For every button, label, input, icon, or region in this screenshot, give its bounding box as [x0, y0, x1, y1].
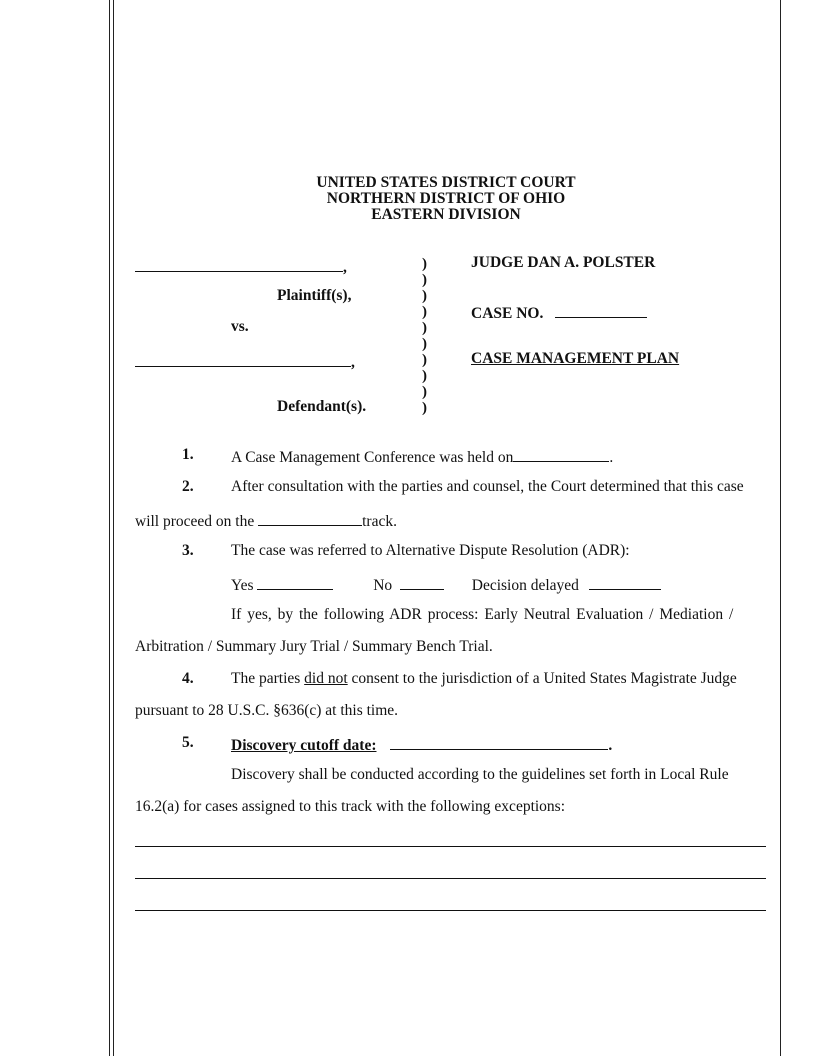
- plaintiff-comma: ,: [343, 259, 347, 276]
- caption-paren: ): [422, 384, 427, 400]
- right-margin-line: [780, 0, 781, 1056]
- caption-paren: ): [422, 352, 427, 368]
- defendant-name-field[interactable]: [135, 352, 355, 372]
- item-5-number: 5.: [182, 734, 194, 751]
- plan-title: CASE MANAGEMENT PLAN: [471, 350, 680, 367]
- caption-paren: ): [422, 288, 427, 304]
- yes-field[interactable]: [257, 575, 333, 590]
- adr-process-line-1: If yes, by the following ADR process: Early Neutral Evaluation / Mediation /: [231, 606, 734, 623]
- adr-process-line-2: Arbitration / Summary Jury Trial / Summary Bench Trial.: [135, 638, 493, 655]
- court-district: NORTHERN DISTRICT OF OHIO: [326, 190, 566, 207]
- caption-paren: ): [422, 304, 427, 320]
- plaintiff-label: Plaintiff(s),: [277, 287, 352, 304]
- defendant-label: Defendant(s).: [277, 398, 367, 415]
- plaintiff-name-field[interactable]: [135, 257, 347, 277]
- item-3-text: The case was referred to Alternative Dispute Resolution (ADR):: [231, 542, 630, 559]
- caption-paren: ): [422, 400, 427, 416]
- court-division: EASTERN DIVISION: [371, 206, 521, 223]
- discovery-cutoff-label: Discovery cutoff date:: [231, 737, 377, 754]
- defendant-comma: ,: [351, 354, 355, 371]
- discovery-line-1: Discovery shall be conducted according to the guidelines set forth in Local Rule: [231, 766, 729, 783]
- item-4-line-2: pursuant to 28 U.S.C. §636(c) at this time.: [135, 702, 399, 719]
- case-number-row: [471, 303, 647, 322]
- track-field[interactable]: [258, 511, 362, 526]
- conference-date-field[interactable]: [513, 447, 609, 462]
- item-3-number: 3.: [182, 542, 194, 559]
- case-number-label: CASE NO.: [471, 305, 544, 322]
- item-1-number: 1.: [182, 446, 194, 463]
- decision-delayed-field[interactable]: [589, 575, 661, 590]
- adr-options-row: [231, 575, 661, 594]
- exception-line[interactable]: [135, 910, 766, 911]
- judge-name: JUDGE DAN A. POLSTER: [471, 254, 656, 271]
- exception-line[interactable]: [135, 878, 766, 879]
- caption-paren: ): [422, 368, 427, 384]
- left-margin-line: [109, 0, 110, 1056]
- item-2-line-2: will proceed on the track.: [135, 513, 397, 530]
- no-label: No: [373, 577, 393, 594]
- did-not-text: did not: [304, 670, 348, 687]
- caption-paren: ): [422, 336, 427, 352]
- exception-line[interactable]: [135, 846, 766, 847]
- caption-paren: ): [422, 256, 427, 272]
- court-name: UNITED STATES DISTRICT COURT: [316, 174, 576, 191]
- item-2-line-1: After consultation with the parties and counsel, the Court determined that this case: [231, 478, 744, 495]
- discovery-line-2: 16.2(a) for cases assigned to this track with the following exceptions:: [135, 798, 566, 815]
- versus-label: vs.: [231, 318, 249, 335]
- yes-label: Yes: [231, 577, 254, 594]
- no-field[interactable]: [400, 575, 444, 590]
- left-margin-line-inner: [113, 0, 114, 1056]
- case-number-field[interactable]: [555, 303, 647, 318]
- discovery-cutoff-row: Discovery cutoff date: .: [231, 737, 613, 754]
- caption-paren: ): [422, 272, 427, 288]
- discovery-cutoff-field[interactable]: [390, 735, 608, 750]
- caption-paren: ): [422, 320, 427, 336]
- item-4-line-1: The parties did not consent to the jurisdiction of a United States Magistrate Judge: [231, 670, 737, 687]
- item-2-number: 2.: [182, 478, 194, 495]
- item-1-text: A Case Management Conference was held on .: [231, 449, 614, 466]
- decision-delayed-label: Decision delayed: [471, 577, 579, 594]
- item-4-number: 4.: [182, 670, 194, 687]
